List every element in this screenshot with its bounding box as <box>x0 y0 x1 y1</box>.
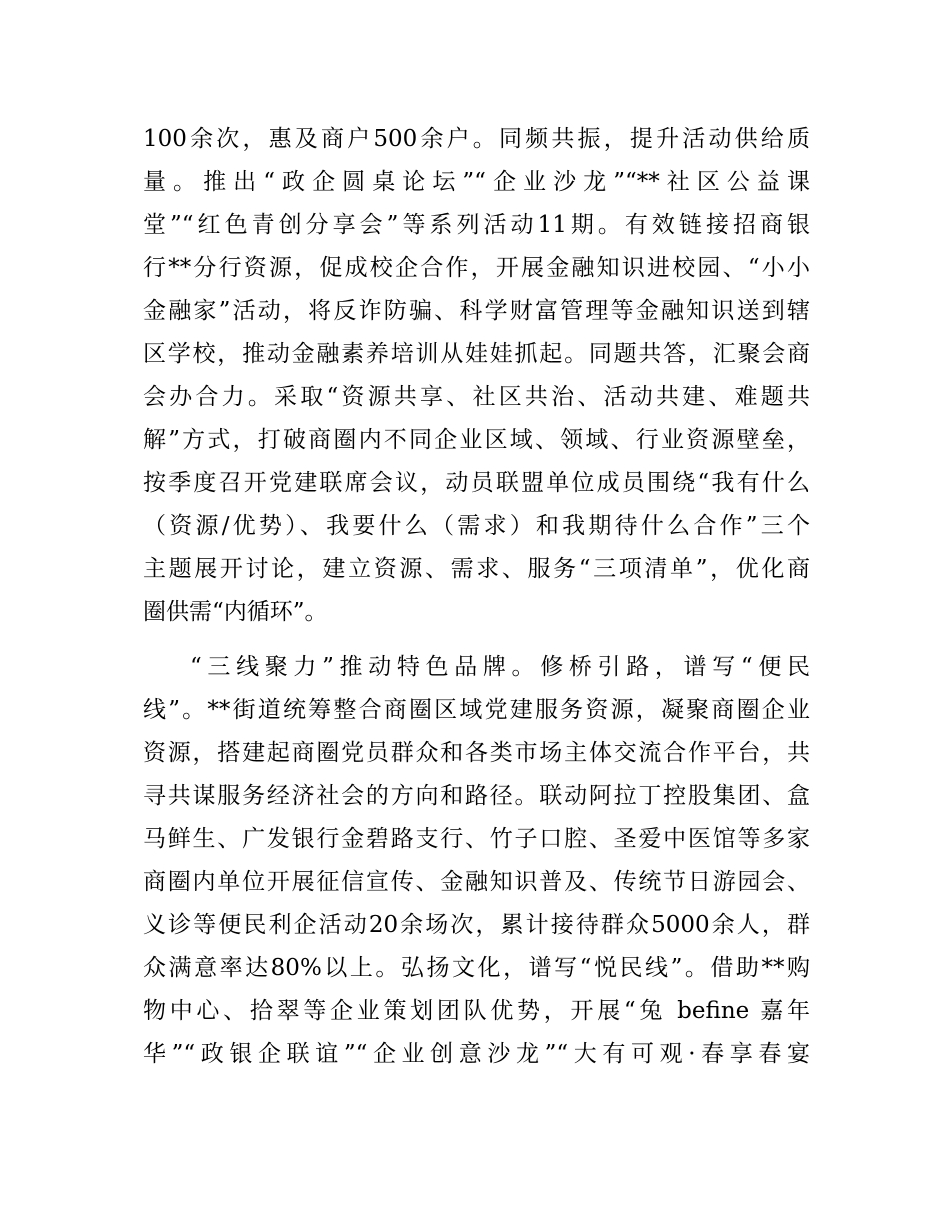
text-line: 金融家”活动，将反诈防骗、科学财富管理等金融知识送到辖 <box>143 298 810 324</box>
text-line: 解”方式，打破商圈内不同企业区域、领域、行业资源壁垒， <box>143 427 810 453</box>
text-line: 线”。**街道统筹整合商圈区域党建服务资源，凝聚商圈企业 <box>143 697 810 723</box>
text-line: 行**分行资源，促成校企合作，开展金融知识进校园、“小小 <box>143 255 810 281</box>
text-line: 华”“政银企联谊”“企业创意沙龙”“大有可观·春享春宴 <box>143 1041 810 1067</box>
text-line: 商圈内单位开展征信宣传、金融知识普及、传统节日游园会、 <box>143 869 810 895</box>
text-line: 物中心、拾翠等企业策划团队优势，开展“兔 befine 嘉年 <box>143 998 810 1024</box>
text-line: 区学校，推动金融素养培训从娃娃抓起。同题共答，汇聚会商 <box>143 341 810 367</box>
text-line: 寻共谋服务经济社会的方向和路径。联动阿拉丁控股集团、盒 <box>143 783 810 809</box>
text-line: “三线聚力”推动特色品牌。修桥引路，谱写“便民 <box>190 654 810 680</box>
text-line: 主题展开讨论，建立资源、需求、服务“三项清单”，优化商 <box>143 556 810 582</box>
text-line: （资源/优势）、我要什么（需求）和我期待什么合作”三个 <box>143 513 810 539</box>
text-line: 会办合力。采取“资源共享、社区共治、活动共建、难题共 <box>143 384 810 410</box>
text-line: 众满意率达80%以上。弘扬文化，谱写“悦民线”。借助**购 <box>143 955 810 981</box>
text-line: 义诊等便民利企活动20余场次，累计接待群众5000余人，群 <box>143 912 810 938</box>
text-line: 按季度召开党建联席会议，动员联盟单位成员围绕“我有什么 <box>143 470 810 496</box>
text-line: 圈供需“内循环”。 <box>143 599 328 625</box>
text-line: 堂”“红色青创分享会”等系列活动11期。有效链接招商银 <box>143 212 810 238</box>
text-line: 马鲜生、广发银行金碧路支行、竹子口腔、圣爱中医馆等多家 <box>143 826 810 852</box>
text-line: 资源，搭建起商圈党员群众和各类市场主体交流合作平台，共 <box>143 740 810 766</box>
text-line: 100余次，惠及商户500余户。同频共振，提升活动供给质 <box>143 126 810 152</box>
text-line: 量。推出“政企圆桌论坛”“企业沙龙”“**社区公益课 <box>143 169 810 195</box>
